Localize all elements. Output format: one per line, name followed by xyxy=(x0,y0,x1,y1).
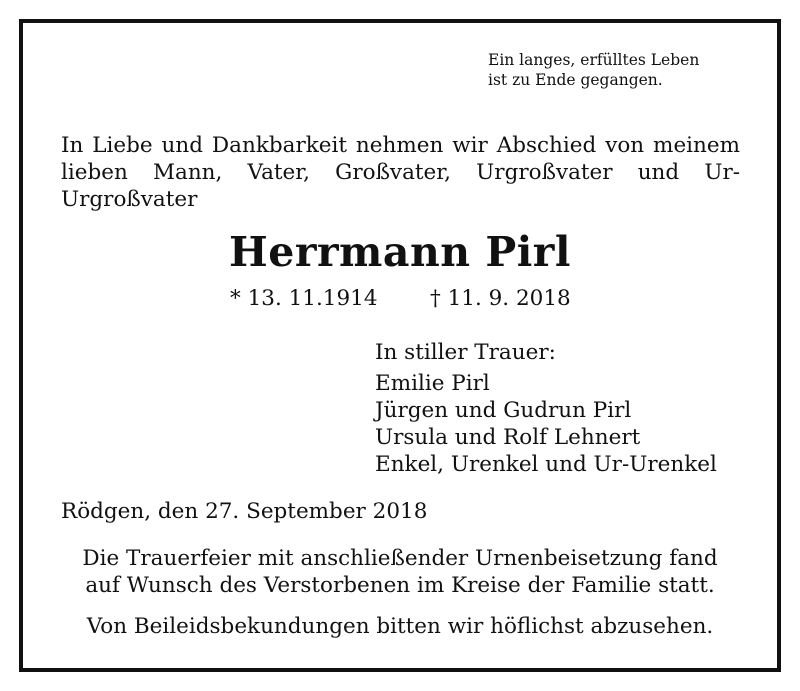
mourners-heading: In stiller Trauer: xyxy=(375,340,556,365)
birth-date: * 13. 11.1914 xyxy=(230,286,378,311)
mourner-name: Enkel, Urenkel und Ur-Urenkel xyxy=(375,452,717,477)
mourner-name: Jürgen und Gudrun Pirl xyxy=(375,398,632,423)
mourner-name: Emilie Pirl xyxy=(375,371,490,396)
ceremony-line-2: auf Wunsch des Verstorbenen im Kreise der Familie statt. xyxy=(85,573,715,598)
place-date: Rödgen, den 27. September 2018 xyxy=(61,499,428,524)
motto-line-2: ist zu Ende gegangen. xyxy=(488,71,663,89)
ceremony-line-1: Die Trauerfeier mit anschließender Urnenbeisetzung fand xyxy=(82,546,718,571)
motto-line-1: Ein langes, erfülltes Leben xyxy=(488,51,700,69)
deceased-name: Herrmann Pirl xyxy=(229,228,571,276)
intro-text: In Liebe und Dankbarkeit nehmen wir Abschied von meinem lieben Mann, Vater, Großvater, Urgroßvater und Ur-Urgroßvater xyxy=(61,133,740,212)
mourner-name: Ursula und Rolf Lehnert xyxy=(375,425,641,450)
mourners-block xyxy=(375,339,717,478)
ceremony-notice xyxy=(40,545,760,599)
motto xyxy=(488,50,748,90)
condolences-notice: Von Beileidsbekundungen bitten wir höflichst abzusehen. xyxy=(86,614,714,639)
death-date: † 11. 9. 2018 xyxy=(430,286,571,311)
